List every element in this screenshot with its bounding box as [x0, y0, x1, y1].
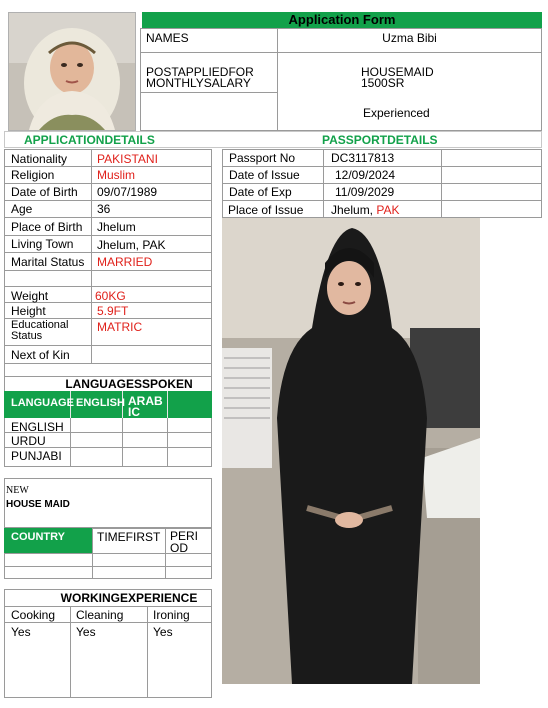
- ironing-column-header: Ironing: [153, 608, 190, 622]
- educational-status-label: Educational Status: [11, 319, 69, 342]
- new-label: NEW: [6, 485, 29, 496]
- country-column-header: COUNTRY: [11, 531, 65, 543]
- religion-label: Religion: [11, 168, 55, 182]
- educational-status-value: MATRIC: [97, 320, 143, 334]
- monthly-salary-label: MONTHLYSALARY: [146, 76, 251, 90]
- cooking-value: Yes: [11, 625, 31, 639]
- place-of-birth-value: Jhelum: [97, 220, 136, 234]
- date-of-issue-value: 12/09/2024: [335, 168, 396, 182]
- passport-no-value: DC3117813: [331, 151, 395, 165]
- post-applied-label: POSTAPPLIEDFOR: [146, 65, 254, 79]
- age-value: 36: [97, 202, 111, 216]
- names-value: Uzma Bibi: [382, 31, 437, 45]
- application-details-heading: APPLICATIONDETAILS: [24, 133, 155, 147]
- post-applied-value: HOUSEMAID: [361, 65, 434, 79]
- weight-label: Weight: [11, 289, 49, 303]
- working-experience-heading: WORKINGEXPERIENCE: [60, 591, 198, 605]
- passport-details-heading: PASSPORTDETAILS: [322, 133, 438, 147]
- religion-value: Muslim: [97, 168, 135, 182]
- next-of-kin-label: Next of Kin: [11, 348, 70, 362]
- date-of-exp-value: 11/09/2029: [335, 185, 395, 199]
- height-label: Height: [11, 304, 46, 318]
- monthly-salary-value: 1500SR: [361, 76, 405, 90]
- experience-value: Experienced: [363, 106, 430, 120]
- applicant-portrait-photo: [8, 12, 136, 131]
- portrait-image: [9, 13, 135, 130]
- marital-status-label: Marital Status: [11, 255, 85, 269]
- nationality-value: PAKISTANI: [97, 152, 158, 166]
- living-town-label: Living Town: [11, 237, 74, 251]
- place-of-issue-city: Jhelum,: [331, 203, 377, 217]
- time-first-column-header: TIMEFIRST: [97, 530, 161, 544]
- date-of-birth-label: Date of Birth: [11, 185, 78, 199]
- age-label: Age: [11, 202, 33, 216]
- passport-no-label: Passport No: [229, 151, 296, 165]
- house-maid-label: HOUSE MAID: [6, 499, 70, 510]
- english-column-header: ENGLISH: [76, 397, 125, 409]
- nationality-label: Nationality: [11, 152, 68, 166]
- living-town-value: Jhelum, PAK: [97, 238, 166, 252]
- place-of-issue-value: [331, 203, 399, 217]
- ironing-value: Yes: [153, 625, 173, 639]
- names-label: NAMES: [146, 31, 189, 45]
- place-of-issue-country: PAK: [376, 203, 400, 217]
- date-of-birth-value: 09/07/1989: [97, 185, 158, 199]
- language-column-header: LANGUAGE: [11, 397, 74, 409]
- period-column-header: PERIOD: [170, 529, 199, 555]
- application-form-title: Application Form: [288, 12, 396, 27]
- arabic-column-header: ARABIC: [128, 394, 163, 419]
- full-body-image: [222, 218, 480, 684]
- cleaning-value: Yes: [76, 625, 96, 639]
- applicant-full-body-photo: [222, 218, 480, 684]
- date-of-issue-label: Date of Issue: [229, 168, 300, 182]
- cooking-column-header: Cooking: [11, 608, 56, 622]
- language-row-punjabi: PUNJABI: [11, 449, 62, 463]
- language-row-urdu: URDU: [11, 434, 46, 448]
- date-of-exp-label: Date of Exp: [229, 185, 292, 199]
- languages-heading: LANGUAGESSPOKEN: [65, 377, 193, 391]
- height-value: 5.9FT: [97, 304, 129, 318]
- place-of-issue-label: Place of Issue: [228, 203, 304, 217]
- weight-value: 60KG: [95, 289, 126, 303]
- cleaning-column-header: Cleaning: [76, 608, 124, 622]
- language-row-english: ENGLISH: [11, 420, 64, 434]
- place-of-birth-label: Place of Birth: [11, 220, 83, 234]
- marital-status-value: MARRIED: [97, 255, 153, 269]
